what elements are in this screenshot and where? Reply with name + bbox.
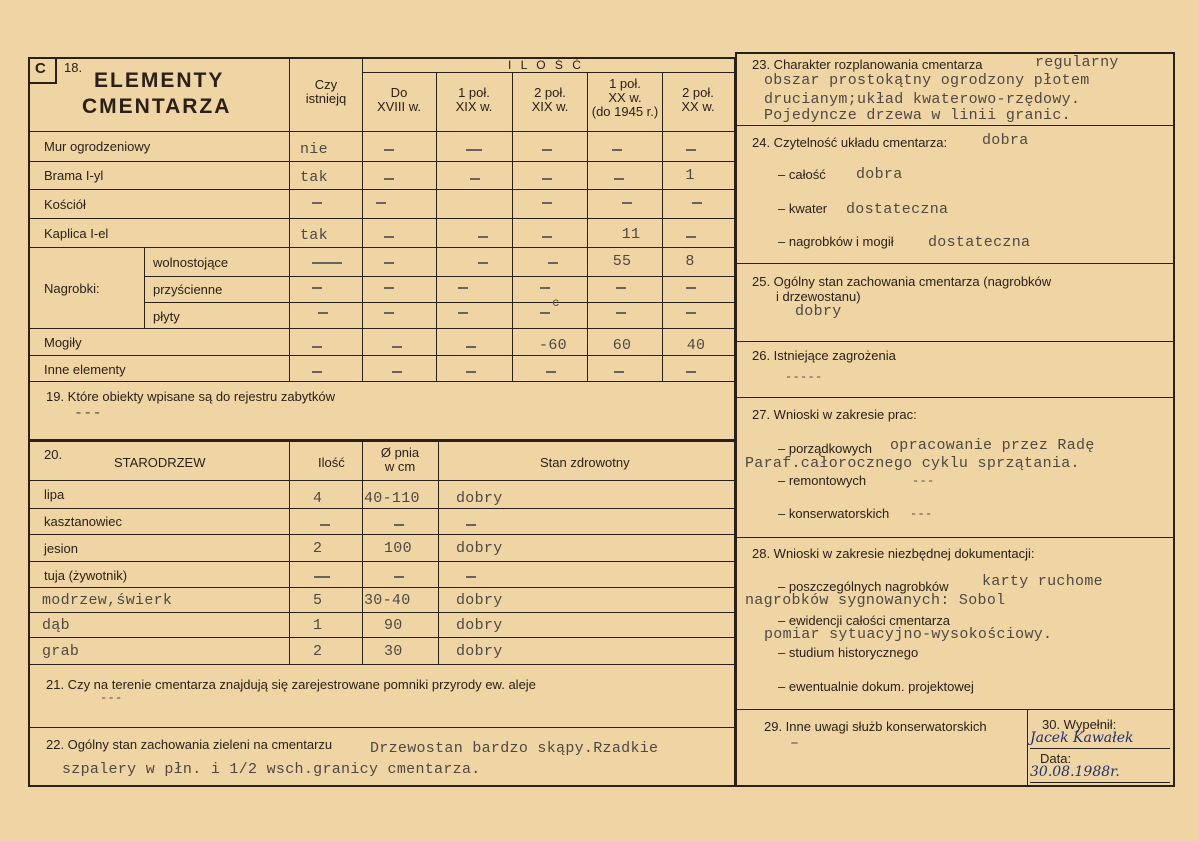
empty-mark [312, 287, 322, 289]
tree-stan: dobry [456, 592, 503, 609]
empty-mark [314, 576, 330, 578]
czy-value: tak [300, 169, 328, 186]
row-label: Mur ogrodzeniowy [44, 139, 151, 154]
section-number: 18. [64, 60, 83, 75]
q28-ewid: – ewidencji całości cmentarza [778, 613, 950, 628]
empty-mark [478, 236, 488, 238]
divider [736, 537, 1174, 538]
czy-value: nie [300, 141, 328, 158]
divider [736, 341, 1174, 342]
empty-mark [466, 149, 482, 151]
empty-mark [616, 312, 626, 314]
title-line1: ELEMENTY [94, 69, 225, 92]
empty-mark [312, 262, 342, 264]
divider [29, 637, 735, 638]
divider [29, 355, 735, 356]
q24-label: 24. Czytelność układu cmentarza: [752, 135, 948, 150]
q28-label: 28. Wnioski w zakresie niezbędnej dokumentacji: [752, 546, 1035, 561]
divider [512, 72, 513, 382]
q23-label: 23. Charakter rozplanowania cmentarza [752, 57, 983, 72]
q27-konserwatorskich: – konserwatorskich [778, 506, 890, 521]
tree-stan: dobry [456, 490, 503, 507]
q22-label: 22. Ogólny stan zachowania zieleni na cmentarzu [46, 737, 333, 752]
divider [29, 189, 735, 190]
tree-fi: 100 [384, 540, 412, 557]
q23-line: Pojedyncze drzewa w linii granic. [764, 107, 1071, 124]
divider [289, 58, 290, 382]
q19-answer: --- [74, 405, 102, 422]
tree-ilosc: 2 [313, 540, 323, 557]
row-label: przyścienne [153, 282, 223, 297]
empty-mark [686, 312, 696, 314]
q27-porz-answer-1: opracowanie przez Radę [890, 437, 1095, 454]
divider [144, 302, 735, 303]
q23-line: regularny [1035, 54, 1119, 71]
divider [29, 218, 735, 219]
empty-mark [470, 178, 480, 180]
divider [736, 397, 1174, 398]
divider [587, 72, 588, 382]
empty-mark [540, 312, 550, 314]
col-header: 2 poł. XIX w. [531, 85, 569, 114]
empty-mark [320, 524, 330, 526]
empty-mark [686, 236, 696, 238]
q24-answer: dobra [982, 132, 1029, 149]
ilosc-value: 40 [686, 337, 706, 354]
col-header: 2 poł. XX w. [681, 85, 715, 114]
empty-mark [614, 178, 624, 180]
row-label: Inne elementy [44, 362, 126, 377]
q23-line: obszar prostokątny ogrodzony płotem [764, 72, 1090, 89]
tree-name: jesion [44, 541, 78, 556]
q30-date: 30.08.1988r. [1030, 764, 1120, 780]
tree-stan: dobry [456, 617, 503, 634]
divider [29, 664, 735, 665]
empty-mark [542, 178, 552, 180]
q24-item-answer: dobra [856, 166, 903, 183]
divider [29, 508, 735, 509]
empty-mark [384, 312, 394, 314]
ilosc-value: 11 [621, 226, 641, 243]
q28-poszcz-answer-1: karty ruchome [982, 573, 1103, 590]
divider [1030, 748, 1170, 749]
empty-mark [394, 524, 404, 526]
tree-name: lipa [44, 487, 65, 502]
empty-mark [540, 287, 550, 289]
q30-label: 30. Wypełnił: [1042, 717, 1117, 732]
q24-item-answer: dostateczna [928, 234, 1031, 251]
empty-mark [384, 236, 394, 238]
row-label: Mogiły [44, 335, 82, 350]
empty-mark [614, 371, 624, 373]
q28-poszcz: – poszczególnych nagrobków [778, 579, 949, 594]
tree-fi: 90 [384, 617, 403, 634]
q19-label: 19. Które obiekty wpisane są do rejestru zabytków [46, 389, 336, 404]
nagrobki-label: Nagrobki: [44, 281, 100, 296]
empty-mark [384, 262, 394, 264]
q27-porz-answer-2: Paraf.całorocznego cyklu sprzątania. [745, 455, 1080, 472]
q25-label-1: 25. Ogólny stan zachowania cmentarza (nagrobków [752, 274, 1052, 289]
empty-mark [376, 202, 386, 204]
empty-mark [466, 346, 476, 348]
row-label: Brama I-yl [44, 168, 104, 183]
divider [736, 263, 1174, 264]
ilosc-value: 1 [685, 167, 695, 184]
empty-mark [384, 287, 394, 289]
q20-title: STARODRZEW [114, 455, 206, 470]
divider [29, 612, 735, 613]
divider [436, 72, 437, 382]
empty-mark [466, 524, 476, 526]
empty-mark [458, 287, 468, 289]
empty-mark [384, 178, 394, 180]
empty-mark [686, 287, 696, 289]
q24-item-label: – nagrobków i mogił [778, 234, 894, 249]
row-label: wolnostojące [153, 255, 229, 270]
empty-mark [612, 149, 622, 151]
section-letter: C [35, 60, 46, 77]
divider [29, 587, 735, 588]
empty-mark [542, 236, 552, 238]
row-label: płyty [153, 309, 180, 324]
empty-mark [318, 312, 328, 314]
empty-mark [394, 576, 404, 578]
q22-answer-2: szpalery w płn. i 1/2 wsch.granicy cmentarza. [62, 761, 481, 778]
divider [144, 276, 735, 277]
ilosc-value: 55 [612, 253, 632, 270]
tree-ilosc: 2 [313, 643, 323, 660]
empty-mark [686, 149, 696, 151]
q26-answer: ----- [785, 370, 823, 384]
row-label: Kaplica I-el [44, 226, 109, 241]
tree-ilosc: 1 [313, 617, 323, 634]
q26-label: 26. Istniejące zagrożenia [752, 348, 896, 363]
empty-mark [692, 202, 702, 204]
tree-name: modrzew,świerk [42, 592, 173, 609]
q27-label: 27. Wnioski w zakresie prac: [752, 407, 917, 422]
q20-col-fi: Ø pnia w cm [380, 445, 420, 474]
divider [438, 441, 439, 665]
q20-col-ilosc: Ilość [318, 455, 345, 470]
empty-mark [392, 346, 402, 348]
empty-mark [312, 346, 322, 348]
q21-answer: --- [100, 691, 123, 705]
tree-fi: 30 [384, 643, 403, 660]
divider [29, 480, 735, 481]
divider [29, 328, 735, 329]
ilosc-value: 8 [685, 253, 695, 270]
tree-name: tuja (żywotnik) [44, 568, 128, 583]
q24-item-label: – kwater [778, 201, 828, 216]
empty-mark [466, 371, 476, 373]
q28-ewid-answer: pomiar sytuacyjno-wysokościowy. [764, 626, 1053, 643]
col-header: Do XVIII w. [376, 85, 422, 114]
q28-studium: – studium historycznego [778, 645, 919, 660]
divider [289, 441, 290, 665]
tree-ilosc: 4 [313, 490, 323, 507]
empty-mark [458, 312, 468, 314]
q22-answer-1: Drzewostan bardzo skąpy.Rzadkie [370, 740, 659, 757]
q28-poszcz-answer-2: nagrobków sygnowanych: Sobol [745, 592, 1006, 609]
empty-mark [616, 287, 626, 289]
q27-kons-answer: --- [910, 507, 933, 521]
q30-signature: Jacek Kawałek [1030, 730, 1134, 746]
empty-mark [466, 576, 476, 578]
empty-mark [622, 202, 632, 204]
col-czy-header: Czy istniejq [305, 77, 347, 106]
empty-mark [478, 262, 488, 264]
divider [362, 441, 363, 665]
q20-col-stan: Stan zdrowotny [540, 455, 630, 470]
tree-stan: dobry [456, 540, 503, 557]
col-header: 1 poł. XX w. (do 1945 r.) [591, 76, 659, 119]
q30-data-label: Data: [1040, 751, 1072, 766]
divider [29, 561, 735, 562]
divider [29, 131, 735, 132]
empty-mark [312, 202, 322, 204]
tree-name: grab [42, 643, 80, 660]
divider [362, 58, 363, 382]
divider [144, 247, 145, 328]
tree-ilosc: 5 [313, 592, 323, 609]
tree-name: dąb [42, 617, 70, 634]
divider [29, 727, 735, 728]
divider [29, 534, 735, 535]
q25-label-2: i drzewostanu) [776, 289, 861, 304]
q27-rem-answer: --- [912, 474, 935, 488]
divider [662, 72, 663, 382]
czy-value: tak [300, 227, 328, 244]
empty-mark [384, 149, 394, 151]
q24-item-answer: dostateczna [846, 201, 949, 218]
q25-answer: dobry [795, 303, 842, 320]
col-header: 1 poł. XIX w. [455, 85, 493, 114]
ilosc-value: 60 [612, 337, 632, 354]
empty-mark [542, 149, 552, 151]
tree-fi: 30-40 [364, 592, 411, 609]
title-line2: CMENTARZA [82, 95, 232, 118]
divider [1030, 782, 1170, 783]
ilosc-value: -60 [539, 337, 567, 354]
empty-mark [312, 371, 322, 373]
divider [1027, 709, 1028, 786]
q29-label: 29. Inne uwagi służb konserwatorskich [764, 719, 987, 734]
empty-mark [542, 202, 552, 204]
empty-mark [548, 262, 558, 264]
empty-mark [392, 371, 402, 373]
q29-answer: – [790, 735, 800, 752]
divider [736, 709, 1174, 710]
empty-mark [686, 371, 696, 373]
q21-label: 21. Czy na terenie cmentarza znajdują się zarejestrowane pomniki przyrody ew. aleje [46, 677, 536, 692]
divider [736, 125, 1174, 126]
ilosc-value: c [552, 296, 560, 310]
tree-fi: 40-110 [364, 490, 420, 507]
empty-mark [546, 371, 556, 373]
q28-ewent: – ewentualnie dokum. projektowej [778, 679, 974, 694]
q20-number: 20. [44, 447, 63, 462]
ilosc-header: I L O Ś Ć [508, 58, 584, 72]
row-label: Kościół [44, 197, 86, 212]
divider [29, 161, 735, 162]
q27-remontowych: – remontowych [778, 473, 867, 488]
tree-name: kasztanowiec [44, 514, 123, 529]
q27-porzadkowych: – porządkowych [778, 441, 872, 456]
divider [29, 247, 735, 248]
tree-stan: dobry [456, 643, 503, 660]
q23-line: drucianym;układ kwaterowo-rzędowy. [764, 91, 1081, 108]
q24-item-label: – całość [778, 167, 826, 182]
divider [29, 381, 735, 382]
